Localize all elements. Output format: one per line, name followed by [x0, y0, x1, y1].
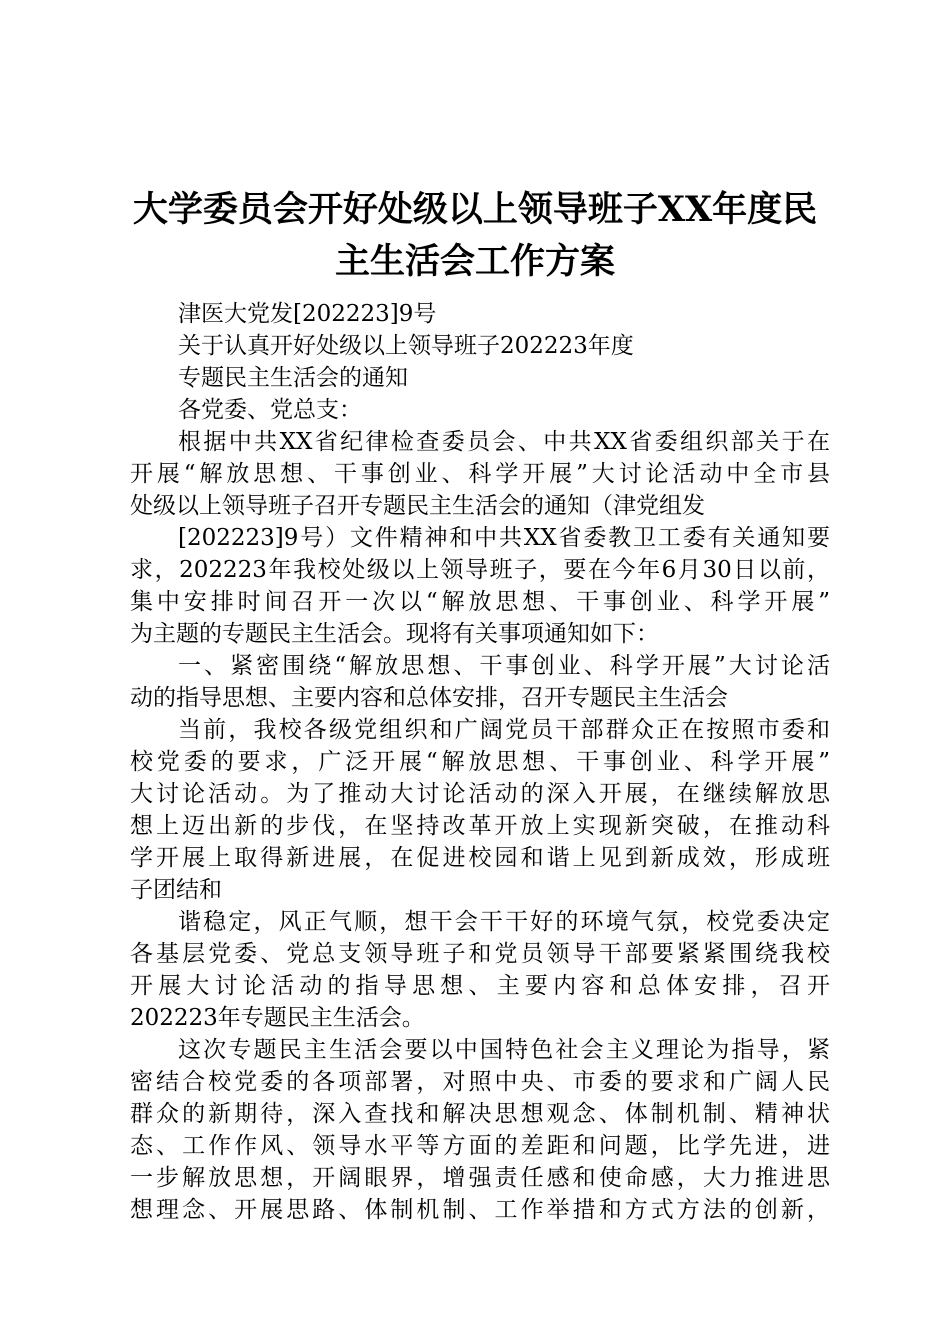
paragraph-line: 态、工作作风、领导水平等方面的差距和问题，比学先进，进	[130, 1133, 830, 1159]
document-title-line-2: 主生活会工作方案	[334, 241, 615, 282]
paragraph-line: 处级以上领导班子召开专题民主生活会的通知（津党组发	[130, 493, 705, 519]
section-heading-line-1: 一、紧密围绕“解放思想、干事创业、科学开展”大讨论活	[178, 653, 830, 679]
paragraph-line: 开展大讨论活动的指导思想、主要内容和总体安排，召开	[130, 973, 830, 999]
notice-title-line-1: 关于认真开好处级以上领导班子202223年度	[178, 333, 634, 359]
paragraph-line: 群众的新期待，深入查找和解决思想观念、体制机制、精神状	[130, 1101, 830, 1127]
paragraph-line: 根据中共XX省纪律检查委员会、中共XX省委组织部关于在	[178, 429, 830, 455]
section-heading-line-2: 动的指导思想、主要内容和总体安排，召开专题民主生活会	[130, 685, 728, 711]
paragraph-line: 想上迈出新的步伐，在坚持改革开放上实现新突破，在推动科	[130, 813, 830, 839]
paragraph-line: [202223]9号）文件精神和中共XX省委教卫工委有关通知要	[178, 525, 830, 551]
paragraph-line: 学开展上取得新进展，在促进校园和谐上见到新成效，形成班	[130, 845, 830, 871]
paragraph-line: 想理念、开展思路、体制机制、工作举措和方式方法的创新，	[130, 1197, 830, 1223]
paragraph-line: 202223年专题民主生活会。	[130, 1005, 425, 1031]
paragraph-line: 一步解放思想，开阔眼界，增强责任感和使命感，大力推进思	[130, 1165, 830, 1191]
paragraph-line: 这次专题民主生活会要以中国特色社会主义理论为指导，紧	[178, 1037, 830, 1063]
addressee: 各党委、党总支：	[178, 397, 362, 423]
paragraph-line: 为主题的专题民主生活会。现将有关事项通知如下：	[130, 621, 659, 647]
paragraph-line: 集中安排时间召开一次以“解放思想、干事创业、科学开展”	[130, 589, 830, 615]
paragraph-line: 密结合校党委的各项部署，对照中央、市委的要求和广阔人民	[130, 1069, 830, 1095]
paragraph-line: 校党委的要求，广泛开展“解放思想、干事创业、科学开展”	[130, 749, 830, 775]
paragraph-line: 开展“解放思想、干事创业、科学开展”大讨论活动中全市县	[130, 461, 830, 487]
document-title-line-1: 大学委员会开好处级以上领导班子XX年度民	[132, 189, 818, 230]
paragraph-line: 各基层党委、党总支领导班子和党员领导干部要紧紧围绕我校	[130, 941, 830, 967]
paragraph-line: 求，202223年我校处级以上领导班子，要在今年6月30日以前，	[130, 557, 830, 583]
paragraph-line: 大讨论活动。为了推动大讨论活动的深入开展，在继续解放思	[130, 781, 830, 807]
paragraph-line: 谐稳定，风正气顺，想干会干干好的环境气氛，校党委决定	[178, 909, 830, 935]
doc-number: 津医大党发[202223]9号	[178, 301, 437, 327]
paragraph-line: 子团结和	[130, 877, 222, 903]
paragraph-line: 当前，我校各级党组织和广阔党员干部群众正在按照市委和	[178, 717, 830, 743]
notice-title-line-2: 专题民主生活会的通知	[178, 365, 408, 391]
